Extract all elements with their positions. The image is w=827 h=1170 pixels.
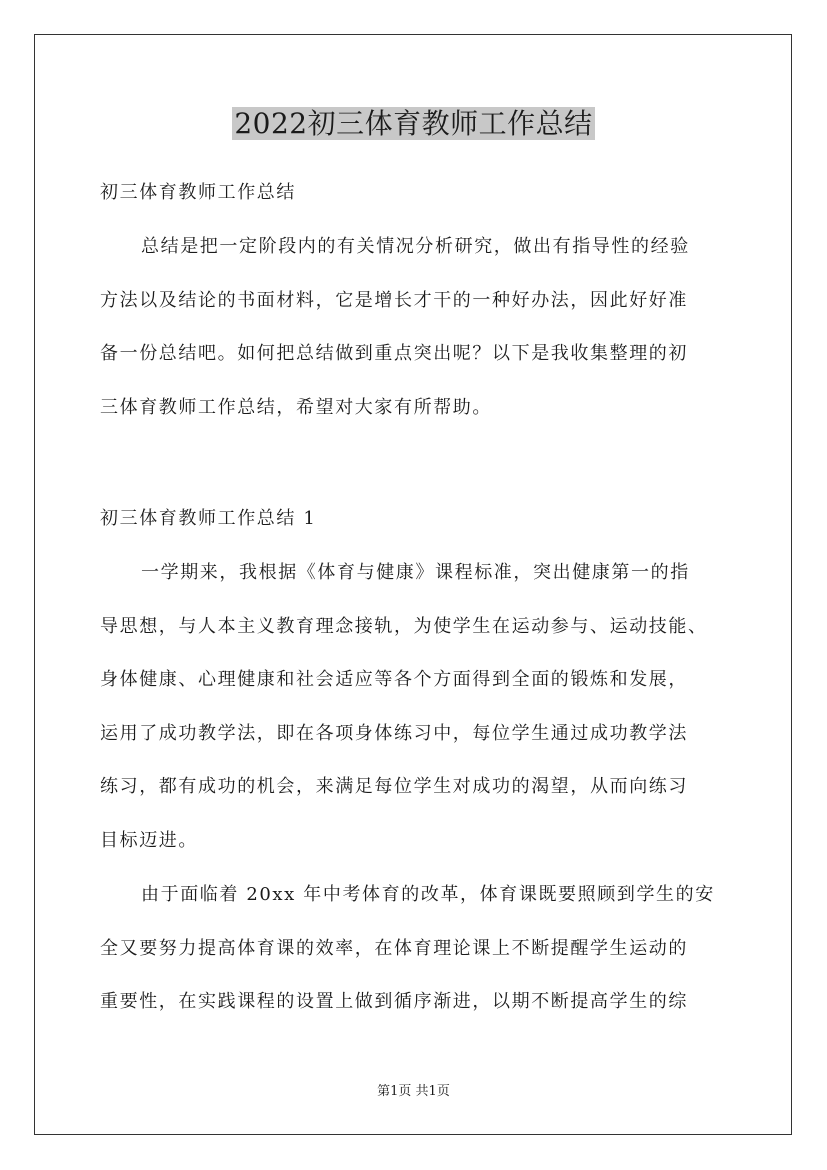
paragraph-2 [100,868,735,1029]
paragraph-line: 导思想，与人本主义教育理念接轨，为使学生在运动参与、运动技能、 [100,615,708,637]
document-title-text: 2022初三体育教师工作总结 [234,107,593,140]
document-title [0,104,827,148]
paragraph-line: 方法以及结论的书面材料，它是增长才干的一种好办法，因此好好准 [100,289,688,311]
paragraph-line: 一学期来，我根据《体育与健康》课程标准，突出健康第一的指 [141,562,690,583]
intro-paragraph [100,220,735,434]
paragraph-line: 练习，都有成功的机会，来满足每位学生对成功的渴望，从而向练习 [100,776,688,798]
paragraph-line: 全又要努力提高体育课的效率，在体育理论课上不断提醒学生运动的 [100,937,688,959]
section-heading-1: 初三体育教师工作总结 1 [100,508,317,529]
paragraph-line: 身体健康、心理健康和社会适应等各个方面得到全面的锻炼和发展， [100,669,688,691]
paragraph-line: 重要性，在实践课程的设置上做到循序渐进，以期不断提高学生的综 [100,991,688,1013]
paragraph-line: 三体育教师工作总结，希望对大家有所帮助。 [100,396,492,418]
paragraph-line: 运用了成功教学法，即在各项身体练习中，每位学生通过成功教学法 [100,722,688,744]
section-subtitle: 初三体育教师工作总结 [100,182,296,203]
paragraph-line: 由于面临着 20xx 年中考体育的改革，体育课既要照顾到学生的安 [141,884,715,905]
paragraph-line: 总结是把一定阶段内的有关情况分析研究，做出有指导性的经验 [141,236,690,257]
paragraph-1 [100,546,735,868]
paragraph-line: 备一份总结吧。如何把总结做到重点突出呢？以下是我收集整理的初 [100,343,688,365]
paragraph-line: 目标迈进。 [100,829,198,851]
page-footer: 第1页 共1页 [377,1084,450,1099]
